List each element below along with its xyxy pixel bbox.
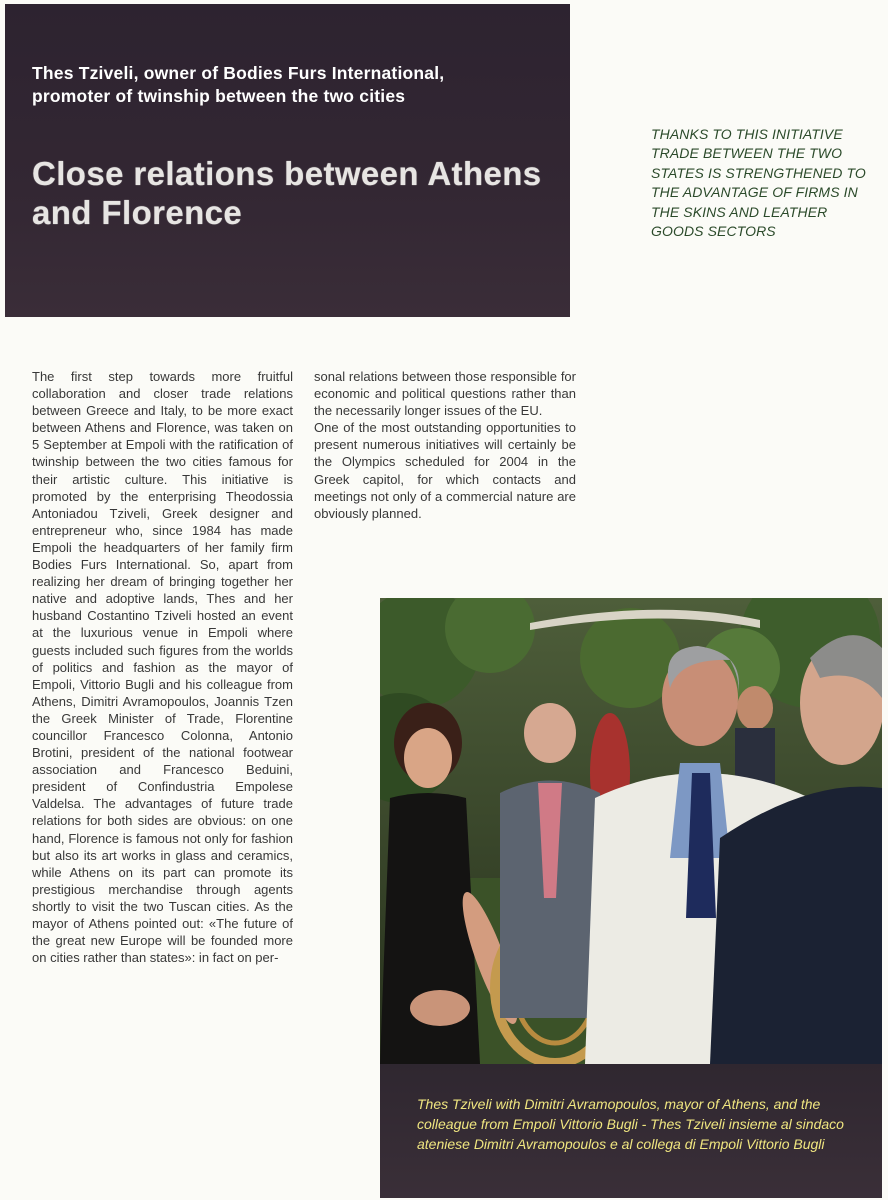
- photo-caption: Thes Tziveli with Dimitri Avramopoulos, mayor of Athens, and the colleague from Empoli Vittorio Bugli - Thes Tziveli insieme al sindaco ateniese Dimitri Avramopoulos e al collega di Empoli Vittorio Bugli: [417, 1096, 844, 1152]
- article-column-1: [32, 368, 293, 966]
- header-banner: [5, 4, 570, 317]
- pull-quote: THANKS TO THIS INITIATIVE TRADE BETWEEN THE TWO STATES IS STRENGTHENED TO THE ADVANTAGE OF FIRMS IN THE SKINS AND LEATHER GOODS SECTORS: [651, 126, 866, 240]
- headline: Close relations between Athens and Florence: [32, 155, 542, 231]
- event-photo: [380, 598, 882, 1064]
- kicker-text: Thes Tziveli, owner of Bodies Furs International, promoter of twinship between the two cities: [32, 63, 445, 106]
- article-paragraph: One of the most outstanding opportunities to present numerous initiatives will certainly be the Olympics scheduled for 2004 in the Greek capitol, for which contacts and meetings not only of a commercial nature are obviously planned.: [314, 420, 576, 521]
- caption-box: [380, 1064, 882, 1198]
- article-paragraph: The first step towards more fruitful collaboration and closer trade relations between Greece and Italy, to be more exact between Athens and Florence, was taken on 5 September at Empoli with the ratification of twinship between the two cities famous for their artistic culture. This initiative is promoted by the enterprising Theodossia Antoniadou Tziveli, Greek designer and entrepreneur who, since 1984 has made Empoli the headquarters of her family firm Bodies Furs International. So, apart from realizing her dream of bringing together her native and adoptive lands, Thes and her husband Costantino Tziveli hosted an event at the luxurious venue in Empoli where guests included such figures from the worlds of politics and fashion as the mayor of Empoli, Vittorio Bugli and his colleague from Athens, Dimitri Avramopoulos, Joannis Tzen the Greek Minister of Trade, Florentine councillor Francesco Colonna, Antonio Brotini, president of the national footwear association and Francesco Beduini, president of Confindustria Empolese Valdelsa. The advantages of future trade relations for both sides are obvious: on one hand, Florence is famous not only for fashion but also its art works in glass and ceramics, while Athens on its part can promote its prestigious merchandise through agents shortly to visit the two Tuscan cities. As the mayor of Athens pointed out: «The future of the great new Europe will be founded more on cities rather than states»: in fact on per-: [32, 369, 293, 966]
- article-column-2: [314, 368, 576, 522]
- article-paragraph: sonal relations between those responsible for economic and political questions rather than the necessarily longer issues of the EU.: [314, 369, 576, 419]
